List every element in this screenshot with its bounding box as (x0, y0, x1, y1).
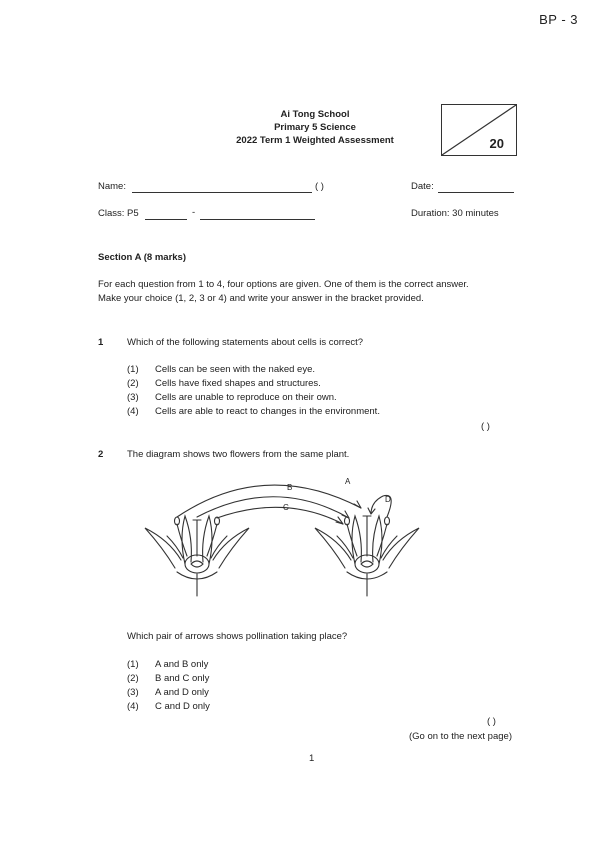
question-2-option-3[interactable]: (3) A and D only (127, 687, 209, 698)
name-bracket: ( ) (315, 181, 324, 192)
question-2-answer-bracket[interactable]: ( ) (487, 716, 496, 727)
name-line[interactable] (132, 182, 312, 193)
page-code: BP - 3 (539, 12, 578, 27)
date-line[interactable] (438, 182, 514, 193)
question-1-option-2[interactable]: (2) Cells have fixed shapes and structures. (127, 378, 321, 389)
class-dash: - (192, 207, 196, 218)
instructions-line-1: For each question from 1 to 4, four options are given. One of them is the correct answer. (98, 279, 469, 290)
page-number: 1 (309, 753, 315, 764)
arrow-label-a: A (345, 477, 351, 486)
class-label: Class: P5 (98, 208, 139, 219)
question-1-text: Which of the following statements about cells is correct? (127, 337, 364, 348)
assessment-title: 2022 Term 1 Weighted Assessment (236, 135, 394, 146)
question-1-number: 1 (98, 337, 104, 348)
section-title: Section A (8 marks) (98, 252, 186, 263)
name-label: Name: (98, 181, 126, 192)
right-flower (315, 516, 419, 596)
date-label: Date: (411, 181, 434, 192)
score-total: 20 (489, 136, 504, 151)
score-box (441, 104, 517, 156)
left-flower (145, 516, 249, 596)
subject-title: Primary 5 Science (274, 122, 356, 133)
question-2-option-4[interactable]: (4) C and D only (127, 701, 210, 712)
question-2-option-1[interactable]: (1) A and B only (127, 659, 209, 670)
score-diagonal (442, 105, 516, 155)
question-2-options (127, 658, 210, 714)
duration: Duration: 30 minutes (411, 208, 499, 219)
flower-diagram (135, 468, 435, 608)
question-1-answer-bracket[interactable]: ( ) (481, 421, 490, 432)
question-2-prompt: Which pair of arrows shows pollination taking place? (127, 631, 348, 642)
question-1-option-1[interactable]: (1) Cells can be seen with the naked eye. (127, 364, 316, 375)
next-page-note: (Go on to the next page) (409, 731, 512, 742)
arrow-label-d: D (385, 495, 391, 504)
instructions-line-2: Make your choice (1, 2, 3 or 4) and write your answer in the bracket provided. (98, 293, 424, 304)
question-1-option-4[interactable]: (4) Cells are able to react to changes in the environment. (127, 406, 380, 417)
arrow-a (177, 485, 361, 517)
question-2-option-2[interactable]: (2) B and C only (127, 673, 210, 684)
arrow-c (217, 507, 343, 524)
question-1-option-3[interactable]: (3) Cells are unable to reproduce on their own. (127, 392, 337, 403)
arrow-label-c: C (283, 503, 289, 512)
class-line[interactable] (145, 209, 187, 220)
question-2-text: The diagram shows two flowers from the same plant. (127, 449, 350, 460)
school-name: Ai Tong School (280, 109, 350, 120)
class-register-line[interactable] (200, 209, 315, 220)
question-2-number: 2 (98, 449, 104, 460)
question-1-options (127, 363, 380, 419)
arrow-label-b: B (287, 483, 293, 492)
